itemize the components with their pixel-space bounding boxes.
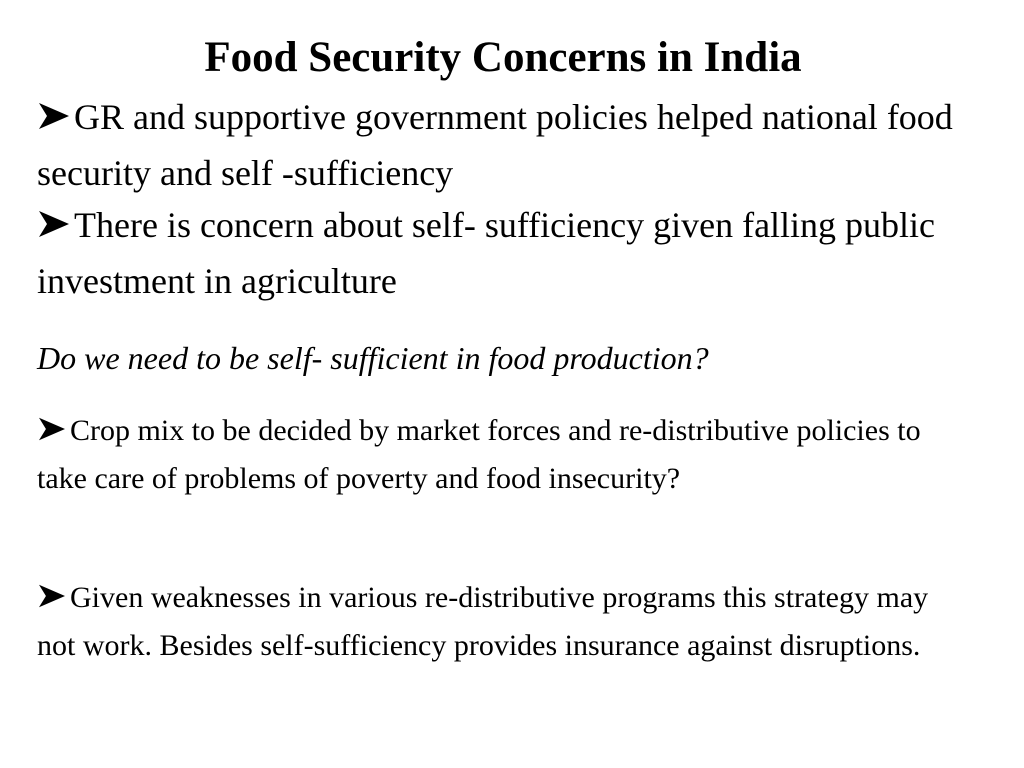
arrow-bullet-icon — [37, 577, 67, 623]
bullet-text: GR and supportive government policies helped national food security and self -sufficiency — [37, 97, 953, 193]
bullet-item — [37, 575, 967, 669]
bullet-text: Crop mix to be decided by market forces and re-distributive policies to take care of problems of poverty and food insecurity? — [37, 414, 921, 495]
arrow-bullet-icon — [37, 410, 67, 456]
slide-title: Food Security Concerns in India — [204, 34, 802, 81]
bullet-item — [37, 90, 967, 200]
bullet-item — [37, 198, 967, 308]
arrow-bullet-icon — [37, 92, 71, 146]
bullet-text: Given weaknesses in various re-distributive programs this strategy may not work. Besides self-sufficiency provides insurance against disruptions. — [37, 581, 929, 662]
bullet-text: There is concern about self- sufficiency given falling public investment in agriculture — [37, 205, 936, 301]
question-text: Do we need to be self- sufficient in food production? — [37, 340, 709, 376]
bullet-item — [37, 408, 967, 502]
arrow-bullet-icon — [37, 200, 71, 254]
